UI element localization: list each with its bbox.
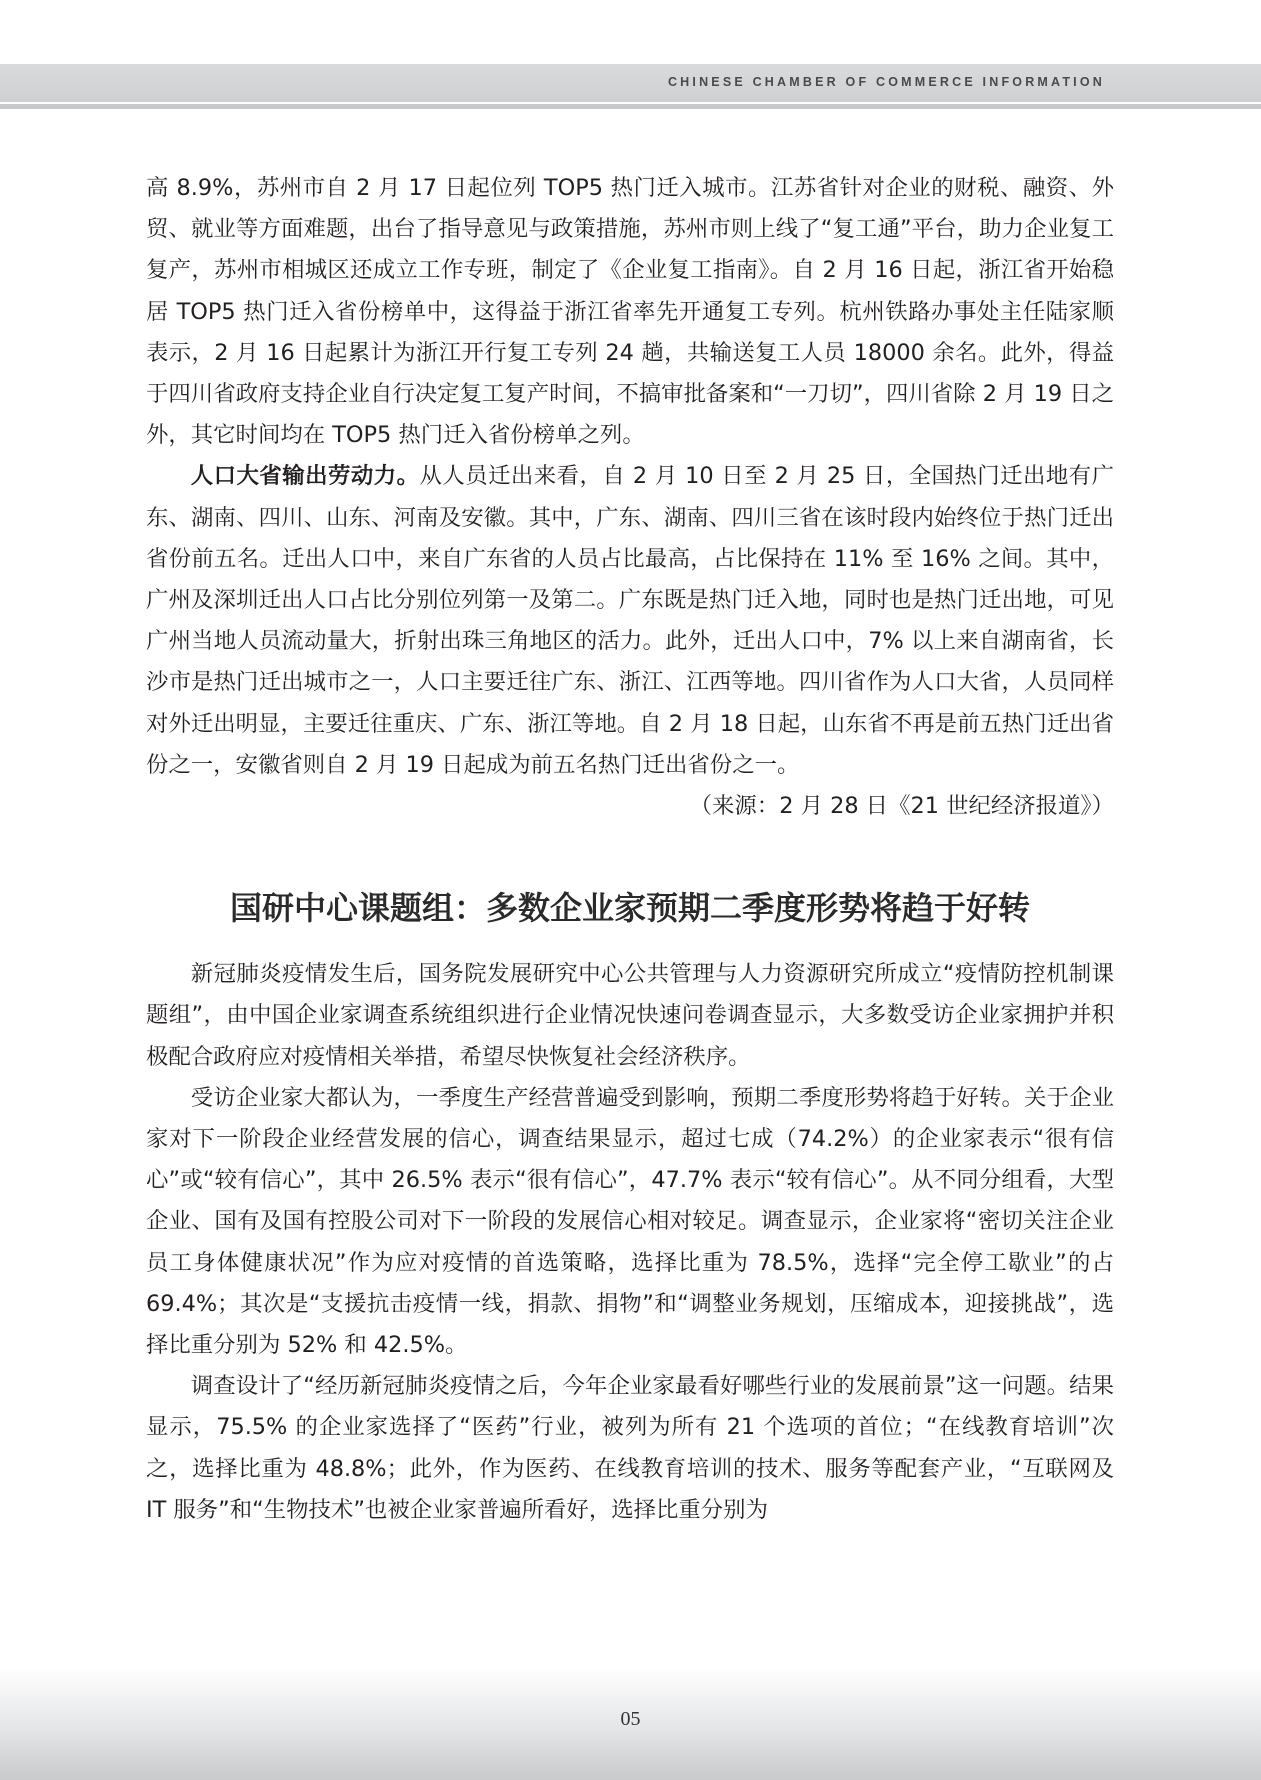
- article1-paragraph-2: [146, 456, 1114, 786]
- header-rule: [0, 104, 1261, 109]
- article-title: 国研中心课题组：多数企业家预期二季度形势将趋于好转: [229, 889, 1030, 928]
- source-citation: （来源：2 月 28 日《21 世纪经济报道》）: [689, 793, 1114, 820]
- article1-paragraph-1: 高 8.9%，苏州市自 2 月 17 日起位列 TOP5 热门迁入城市。江苏省针对企业的财税、融资、外贸、就业等方面难题，出台了指导意见与政策措施，苏州市则上线了“复工通”平台，助力企业复工复产，苏州市相城区还成立工作专班，制定了《企业复工指南》。自 2 月 16 日起，浙江省开始稳居 TOP5 热门迁入省份榜单中，这得益于浙江省率先开通复工专列。杭州铁路办事处主任陆家顺表示，2 月 16 日起累计为浙江开行复工专列 24 趟，共输送复工人员 18000 余名。此外，得益于四川省政府支持企业自行决定复工复产时间，不搞审批备案和“一刀切”，四川省除 2 月 19 日之外，其它时间均在 TOP5 热门迁入省份榜单之列。: [146, 175, 1114, 449]
- page-content: [146, 168, 1114, 1531]
- article2-paragraph-2: 受访企业家大都认为，一季度生产经营普遍受到影响，预期二季度形势将趋于好转。关于企业家对下一阶段企业经营发展的信心，调查结果显示，超过七成（74.2%）的企业家表示“很有信心”或“较有信心”，其中 26.5% 表示“很有信心”，47.7% 表示“较有信心”。从不同分组看，大型企业、国有及国有控股公司对下一阶段的发展信心相对较足。调查显示，企业家将“密切关注企业员工身体健康状况”作为应对疫情的首选策略，选择比重为 78.5%，选择“完全停工歇业”的占 69.4%；其次是“支援抗击疫情一线，捐款、捐物”和“调整业务规划，压缩成本，迎接挑战”，选择比重分别为 52% 和 42.5%。: [146, 1084, 1114, 1359]
- paragraph-body: 从人员迁出来看，自 2 月 10 日至 2 月 25 日，全国热门迁出地有广东、湖南、四川、山东、河南及安徽。其中，广东、湖南、四川三省在该时段内始终位于热门迁出省份前五名。迁出人口中，来自广东省的人员占比最高，占比保持在 11% 至 16% 之间。其中，广州及深圳迁出人口占比分别位列第一及第二。广东既是热门迁入地，同时也是热门迁出地，可见广州当地人员流动量大，折射出珠三角地区的活力。此外，迁出人口中，7% 以上来自湖南省，长沙市是热门迁出城市之一，人口主要迁往广东、浙江、江西等地。四川省作为人口大省，人员同样对外迁出明显，主要迁往重庆、广东、浙江等地。自 2 月 18 日起，山东省不再是前五热门迁出省份之一，安徽省则自 2 月 19 日起成为前五名热门迁出省份之一。: [146, 463, 1114, 778]
- page-number: 05: [620, 1708, 641, 1730]
- running-title: CHINESE CHAMBER OF COMMERCE INFORMATION: [667, 75, 1105, 89]
- article2-paragraph-1: 新冠肺炎疫情发生后，国务院发展研究中心公共管理与人力资源研究所成立“疫情防控机制课题组”，由中国企业家调查系统组织进行企业情况快速问卷调查显示，大多数受访企业家拥护并积极配合政府应对疫情相关举措，希望尽快恢复社会经济秩序。: [146, 961, 1114, 1070]
- article2-paragraph-3: 调查设计了“经历新冠肺炎疫情之后，今年企业家最看好哪些行业的发展前景”这一问题。结果显示，75.5% 的企业家选择了“医药”行业，被列为所有 21 个选项的首位；“在线教育培训”次之，选择比重为 48.8%；此外，作为医药、在线教育培训的技术、服务等配套产业，“互联网及 IT 服务”和“生物技术”也被企业家普遍所看好，选择比重分别为: [146, 1373, 1114, 1523]
- paragraph-lead-heading: 人口大省输出劳动力。: [190, 463, 420, 490]
